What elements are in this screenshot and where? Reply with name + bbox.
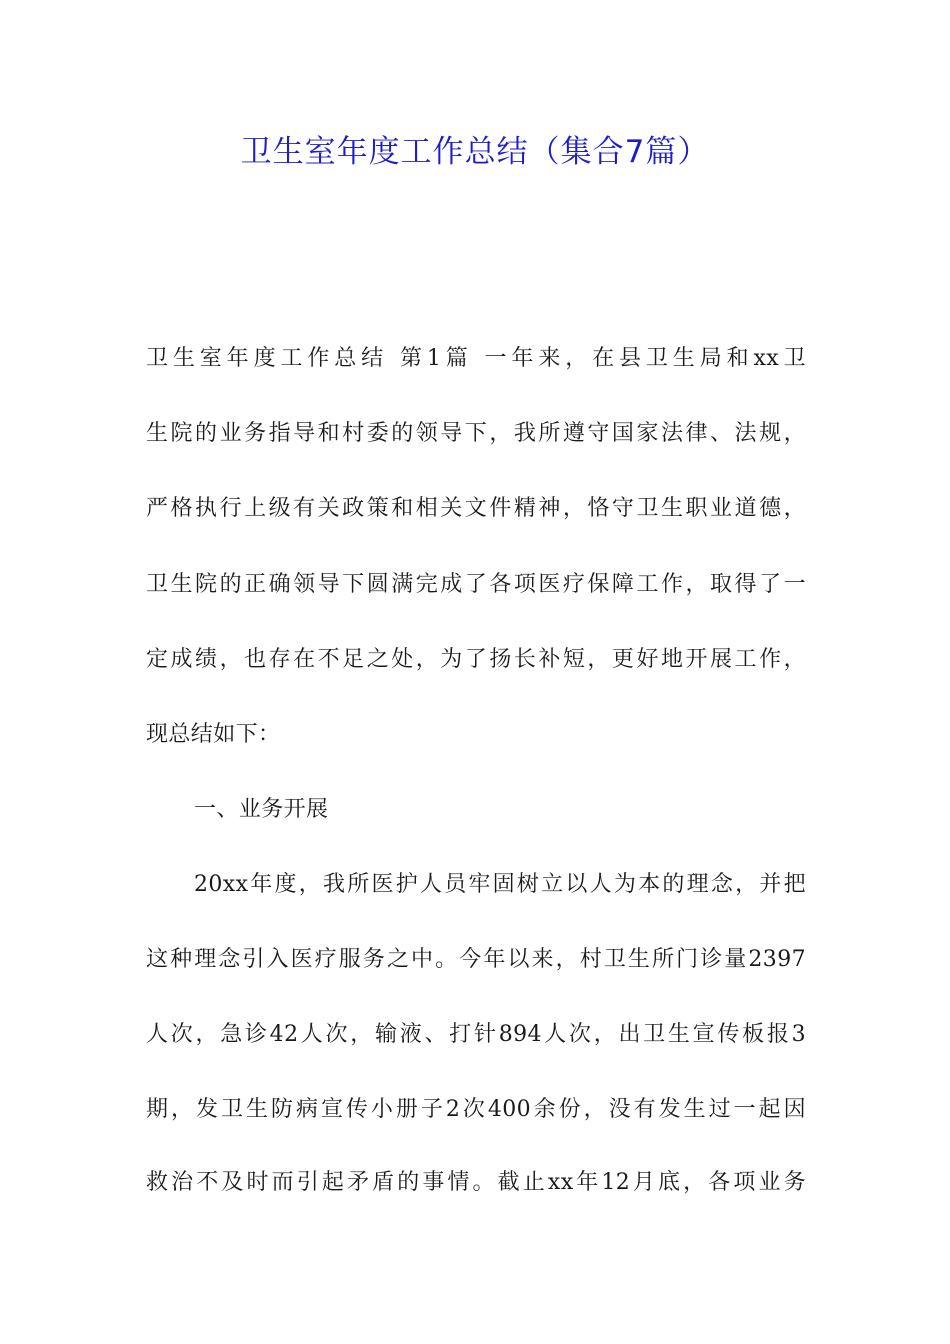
paragraph-line: 期，发卫生防病宣传小册子2次400余份，没有发生过一起因: [146, 1097, 806, 1122]
paragraph-line: 定成绩，也存在不足之处，为了扬长补短，更好地开展工作，: [146, 647, 806, 672]
section-heading: 一、业务开展: [194, 797, 329, 822]
paragraph-line: 这种理念引入医疗服务之中。今年以来，村卫生所门诊量2397: [146, 947, 806, 972]
paragraph-line: 救治不及时而引起矛盾的事情。截止xx年12月底，各项业务: [146, 1170, 806, 1195]
paragraph-line: 现总结如下：: [146, 722, 281, 747]
paragraph-line: 人次，急诊42人次，输液、打针894人次，出卫生宣传板报3: [146, 1022, 806, 1047]
paragraph-line: 生院的业务指导和村委的领导下，我所遵守国家法律、法规，: [146, 421, 806, 446]
paragraph-line: 20xx年度，我所医护人员牢固树立以人为本的理念，并把: [194, 872, 806, 897]
paragraph-line: 严格执行上级有关政策和相关文件精神，恪守卫生职业道德，: [146, 496, 806, 521]
paragraph-line: 卫生室年度工作总结 第1篇 一年来，在县卫生局和xx卫: [146, 346, 806, 371]
document-title: 卫生室年度工作总结（集合7篇）: [240, 134, 710, 170]
paragraph-line: 卫生院的正确领导下圆满完成了各项医疗保障工作，取得了一: [146, 572, 806, 597]
